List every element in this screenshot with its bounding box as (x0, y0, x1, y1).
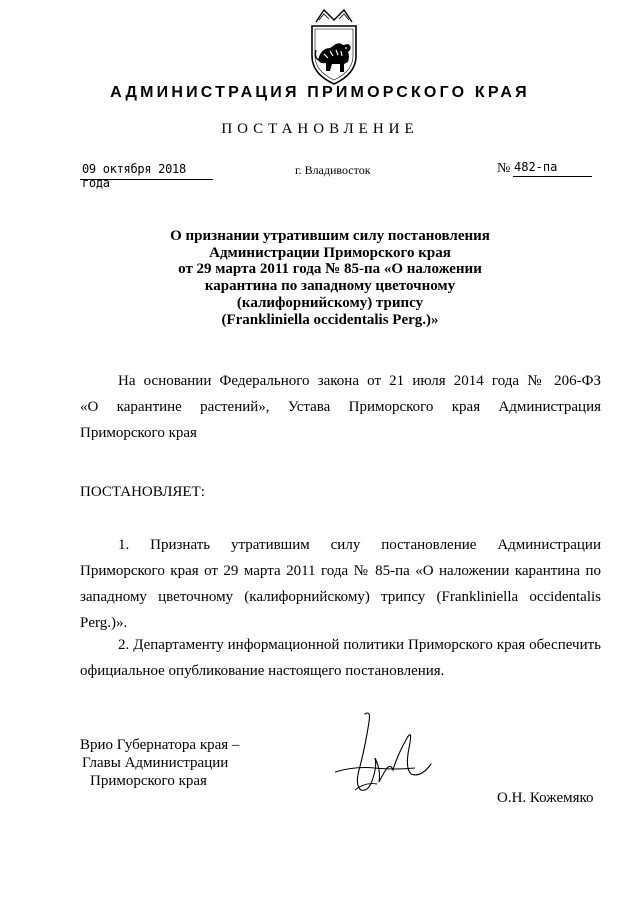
subject-line: (калифорнийскому) трипсу (236, 294, 424, 311)
item-2-paragraph (80, 632, 601, 684)
basis-paragraph (80, 368, 601, 446)
subject-line: Администрации Приморского края (209, 244, 451, 261)
item-1-paragraph (80, 532, 601, 636)
position-line: Главы Администрации (82, 755, 229, 771)
paragraph-line: 1. Признать утратившим силу постановление Администрации (118, 537, 601, 553)
organization-title: АДМИНИСТРАЦИЯ ПРИМОРСКОГО КРАЯ (110, 84, 530, 101)
subject-line: (Frankliniella occidentalis Perg.)» (221, 311, 439, 328)
document-subject (150, 228, 510, 328)
subject-line: О признании утратившим силу постановления (170, 228, 490, 244)
position-line: Врио Губернатора края – (80, 737, 240, 753)
position-line: Приморского края (90, 773, 207, 789)
signatory-position (80, 736, 239, 790)
number-sign: № (497, 161, 511, 176)
paragraph-line: западному цветочному (калифорнийскому) трипсу (Frankliniella occidentalis (80, 589, 601, 605)
paragraph-line: 2. Департаменту информационной политики Приморского края обеспечить (118, 637, 601, 653)
document-number: 482-па (514, 160, 558, 174)
resolves-heading: ПОСТАНОВЛЯЕТ: (80, 484, 205, 500)
number-field (513, 158, 592, 177)
signer-name: О.Н. Кожемяко (497, 790, 594, 806)
paragraph-line: Perg.)». (80, 615, 128, 631)
coat-of-arms-icon (302, 8, 366, 88)
subject-line: карантина по западному цветочному (204, 278, 456, 295)
document-type: ПОСТАНОВЛЕНИЕ (221, 121, 419, 137)
date-field (80, 161, 213, 190)
paragraph-line: «О карантине растений», Устава Приморского края Администрация (80, 399, 601, 415)
subject-line: от 29 марта 2011 года № 85-па «О наложении (178, 261, 482, 278)
paragraph-line: Приморского края (80, 425, 197, 441)
handwritten-signature (325, 708, 435, 808)
paragraph-line: официальное опубликование настоящего постановления. (80, 663, 445, 679)
paragraph-line: Приморского края от 29 марта 2011 года № 85-па «О наложении карантина по (80, 563, 601, 579)
paragraph-line: На основании Федерального закона от 21 июля 2014 года № 206-ФЗ (118, 373, 601, 389)
document-city: г. Владивосток (295, 163, 371, 177)
document-date: 09 октября 2018 года (82, 162, 186, 190)
